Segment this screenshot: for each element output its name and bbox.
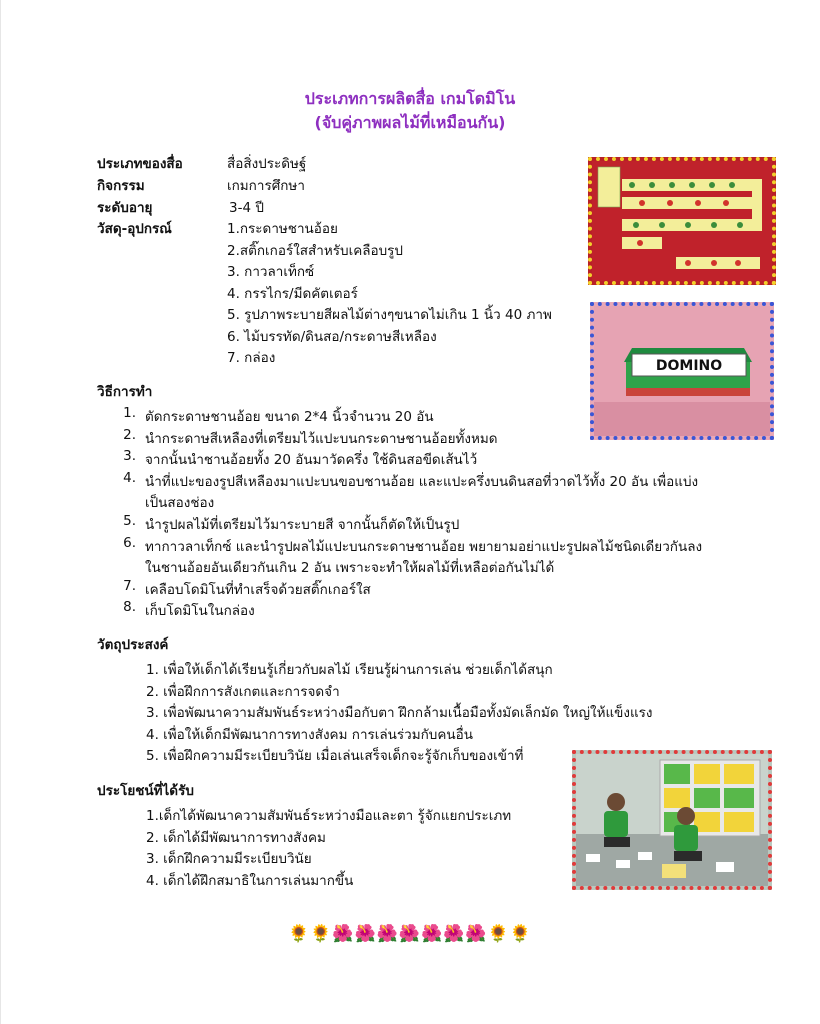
- material-item: 1.กระดาษชานอ้อย: [227, 221, 338, 237]
- domino-game-photo: [588, 157, 776, 285]
- step-text: นำที่แปะของรูปสีเหลืองมาแปะบนขอบชานอ้อย และแปะครึ่งบนดินสอที่วาดไว้ทั้ง 20 อัน เพื่อแบ่ง: [145, 474, 699, 490]
- step-text: เคลือบโดมิโนที่ทำเสร็จด้วยสติ๊กเกอร์ใส: [145, 582, 371, 598]
- page-edge: [0, 0, 1, 1024]
- step-number: 7.: [123, 578, 136, 594]
- objectives-heading: วัตถุประสงค์: [97, 637, 169, 653]
- step-text-continued: ในชานอ้อยอันเดียวกันเกิน 2 อัน เพราะจะทำให้ผลไม้ที่เหลือต่อกันไม่ได้: [145, 560, 555, 576]
- step-text: นำรูปผลไม้ที่เตรียมไว้มาระบายสี จากนั้นก็ตัดให้เป็นรูป: [145, 517, 460, 533]
- objective-item: 5. เพื่อฝึกความมีระเบียบวินัย เมื่อเล่นเสร็จเด็กจะรู้จักเก็บของเข้าที่: [146, 748, 524, 764]
- benefit-item: 4. เด็กได้ฝึกสมาธิในการเล่นมากขึ้น: [146, 873, 354, 889]
- step-number: 3.: [123, 448, 136, 464]
- objective-item: 4. เพื่อให้เด็กมีพัฒนาการทางสังคม การเล่นร่วมกับคนอื่น: [146, 727, 473, 743]
- step-number: 4.: [123, 470, 136, 486]
- benefit-item: 3. เด็กฝึกความมีระเบียบวินัย: [146, 851, 312, 867]
- step-text: ตัดกระดาษชานอ้อย ขนาด 2*4 นิ้วจำนวน 20 อัน: [145, 409, 434, 425]
- age-label: ระดับอายุ: [97, 200, 153, 216]
- material-item: 7. กล่อง: [227, 350, 276, 366]
- objective-item: 1. เพื่อให้เด็กได้เรียนรู้เกี่ยวกับผลไม้ เรียนรู้ผ่านการเล่น ช่วยเด็กได้สนุก: [146, 662, 553, 678]
- benefits-heading: ประโยชน์ที่ได้รับ: [97, 783, 194, 799]
- material-item: 5. รูปภาพระบายสีผลไม้ต่างๆขนาดไม่เกิน 1 นิ้ว 40 ภาพ: [227, 307, 552, 323]
- page-title: ประเภทการผลิตสื่อ เกมโดมิโน: [304, 89, 516, 108]
- step-text: จากนั้นนำชานอ้อยทั้ง 20 อันมาวัดครึ่ง ใช้ดินสอขีดเส้นไว้: [145, 452, 478, 468]
- step-text: นำกระดาษสีเหลืองที่เตรียมไว้แปะบนกระดาษชานอ้อยทั้งหมด: [145, 431, 498, 447]
- domino-box-photo: [590, 302, 774, 440]
- materials-label: วัสดุ-อุปกรณ์: [97, 221, 172, 237]
- material-item: 3. กาวลาเท็กซ์: [227, 264, 315, 280]
- page-subtitle: (จับคู่ภาพผลไม้ที่เหมือนกัน): [314, 113, 506, 132]
- step-text: เก็บโดมิโนในกล่อง: [145, 603, 255, 619]
- material-item: 6. ไม้บรรทัด/ดินสอ/กระดาษสีเหลือง: [227, 329, 437, 345]
- domino-board-illustration: [592, 161, 772, 281]
- method-heading: วิธีการทำ: [97, 384, 153, 400]
- objective-item: 2. เพื่อฝึกการสังเกตและการจดจำ: [146, 684, 340, 700]
- classroom-illustration: [576, 754, 768, 886]
- activity-label: กิจกรรม: [97, 178, 145, 194]
- step-number: 5.: [123, 513, 136, 529]
- media-type-label: ประเภทของสื่อ: [97, 156, 183, 172]
- material-item: 2.สติ๊กเกอร์ใสสำหรับเคลือบรูป: [227, 243, 403, 259]
- step-number: 8.: [123, 599, 136, 615]
- step-number: 6.: [123, 535, 136, 551]
- media-type-value: สื่อสิ่งประดิษฐ์: [227, 156, 307, 172]
- step-text-continued: เป็นสองช่อง: [145, 495, 215, 511]
- objective-item: 3. เพื่อพัฒนาความสัมพันธ์ระหว่างมือกับตา ฝึกกล้ามเนื้อมือทั้งมัดเล็กมัด ใหญ่ให้แข็งแรง: [146, 705, 653, 721]
- step-text: ทากาวลาเท็กซ์ และนำรูปผลไม้แปะบนกระดาษชานอ้อย พยายามอย่าแปะรูปผลไม้ชนิดเดียวกันลง: [145, 539, 703, 555]
- activity-value: เกมการศึกษา: [227, 178, 305, 194]
- step-number: 2.: [123, 427, 136, 443]
- step-number: 1.: [123, 405, 136, 421]
- age-value: 3-4 ปี: [229, 200, 264, 216]
- benefit-item: 1.เด็กได้พัฒนาความสัมพันธ์ระหว่างมือและตา รู้จักแยกประเภท: [146, 808, 512, 824]
- footer-flower-decoration: 🌻🌻🌺🌺🌺🌺🌺🌺🌺🌻🌻: [288, 924, 532, 944]
- material-item: 4. กรรไกร/มีดคัตเตอร์: [227, 286, 358, 302]
- domino-box-illustration: [594, 306, 770, 436]
- box-label: DOMINO: [655, 358, 723, 374]
- benefit-item: 2. เด็กได้มีพัฒนาการทางสังคม: [146, 830, 326, 846]
- children-playing-photo: [572, 750, 772, 890]
